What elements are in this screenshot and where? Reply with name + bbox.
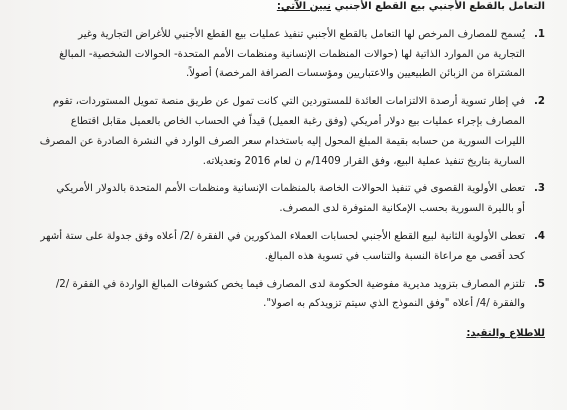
- item-line: المشتراة من الزبائن الطبيعيين والاعتباريين ومؤسسات الصرافة المرخصة) أصولاً.: [185, 68, 525, 80]
- item-body: [6, 92, 525, 171]
- item-number: 2.: [534, 96, 545, 108]
- item-body: [6, 275, 525, 315]
- item-line: والفقرة /4/ أعلاه "وفق النموذج الذي سيتم تزويدكم به اصولا".: [263, 298, 525, 310]
- item-line: يُسمح للمصارف المرخص لها التعامل بالقطع الأجنبي تنفيذ عمليات بيع القطع الأجنبي للأغراض التجارية وغير: [78, 28, 525, 40]
- numbered-list: [6, 25, 545, 314]
- item-body: [6, 179, 525, 219]
- list-item: [6, 92, 545, 171]
- intro-emphasis: نبين الآتي:: [276, 1, 331, 12]
- list-item: [6, 275, 545, 315]
- item-number: 3.: [534, 183, 545, 195]
- item-line: المصارف بإجراء عمليات بيع دولار أمريكي (وفق رغبة العميل) قيداً في الحساب الخاص بالعميل مقابل اقتطاع: [70, 115, 525, 127]
- item-line: الليرات السورية من حسابه بقيمة المبلغ المحول إليه باستخدام سعر الصرف الوارد في النشرة الصادرة عن المصرف: [39, 135, 525, 147]
- item-number: 4.: [534, 230, 545, 242]
- item-body: [6, 25, 525, 84]
- document-body: [6, 0, 545, 344]
- list-item: [6, 227, 545, 267]
- item-line: التجارية من الموارد الذاتية لها (حوالات المنظمات الإنسانية ومنظمات الأمم المتحدة- الحوالات الشخصية- المبالغ: [59, 48, 525, 60]
- item-line: أو بالليرة السورية بحسب الإمكانية المتوفرة لدى المصرف.: [279, 203, 525, 215]
- item-line: كحد أقصى مع مراعاة النسبة والتناسب في تسوية هذه المبالغ.: [264, 250, 525, 262]
- item-line: السارية بتاريخ تنفيذ عملية البيع، وفق القرار 1409/م ن لعام 2016 وتعديلاته.: [202, 155, 525, 167]
- intro-text: التعامل بالقطع الأجنبي بيع القطع الأجنبي: [334, 1, 545, 12]
- item-number: 5.: [534, 278, 545, 290]
- item-line: في إطار تسوية أرصدة الالتزامات العائدة للمستوردين التي كانت تمول عن طريق منصة تمويل المستوردات، تقوم: [52, 96, 525, 108]
- list-item: [6, 25, 545, 84]
- item-line: تلتزم المصارف بتزويد مديرية مفوضية الحكومة لدى المصارف فيما يخص كشوفات المبالغ الواردة في الفقرة /2/: [55, 278, 525, 290]
- item-line: تعطى الأولوية القصوى في تنفيذ الحوالات الخاصة بالمنظمات الإنسانية ومنظمات الأمم المتحدة بالدولار الأمريكي: [56, 183, 525, 195]
- closing-text: للاطلاع والتقيد:: [466, 328, 545, 340]
- item-body: [6, 227, 525, 267]
- intro-line: [6, 0, 545, 17]
- list-item: [6, 179, 545, 219]
- item-number: 1.: [534, 28, 545, 40]
- item-line: تعطى الأولوية الثانية لبيع القطع الأجنبي لحسابات العملاء المذكورين في الفقرة /2/ أعلاه وفق جدولة على ستة أشهر: [40, 230, 525, 242]
